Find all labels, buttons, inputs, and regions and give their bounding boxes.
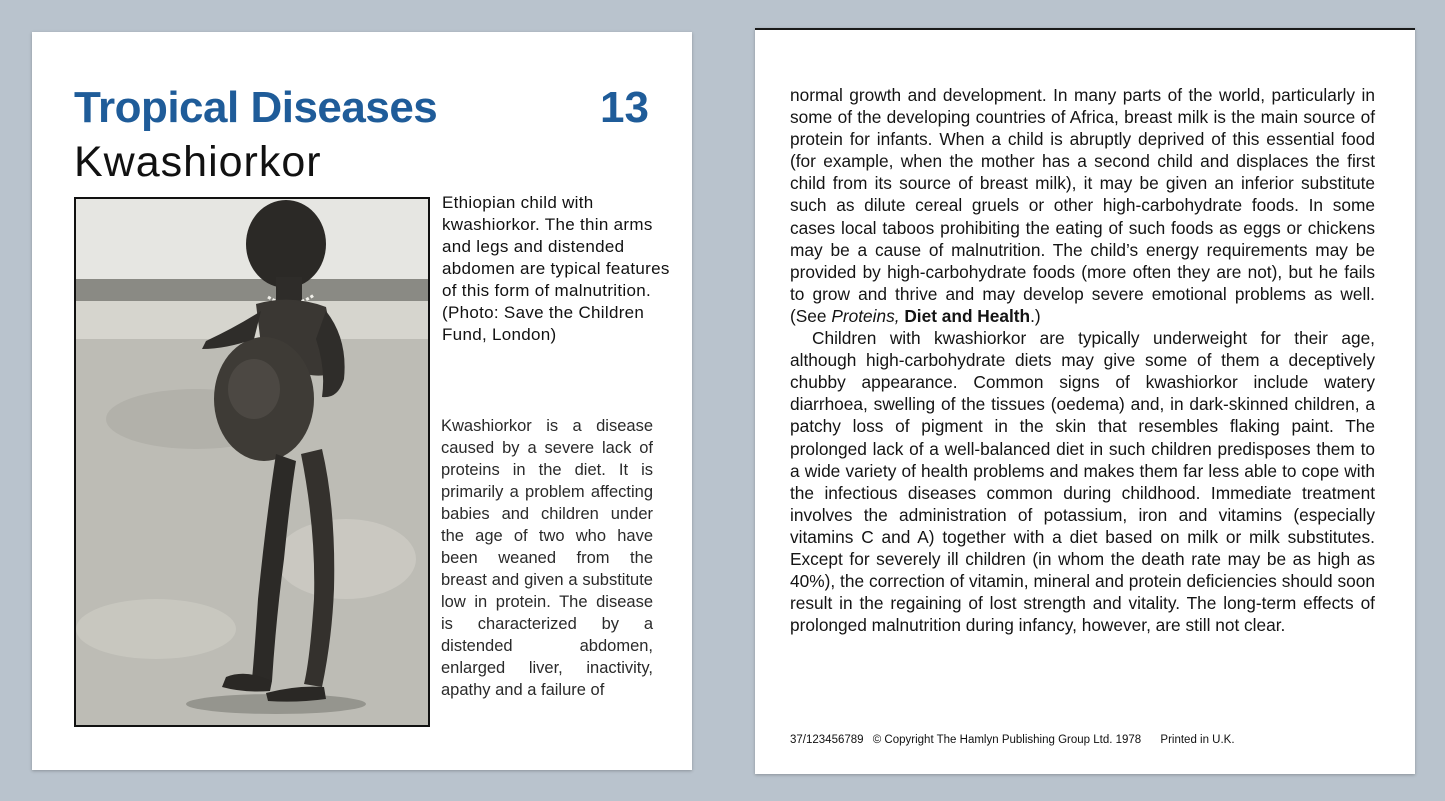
imprint-line [790,734,1241,746]
front-body-text [441,415,653,701]
paragraph-1-text: normal growth and development. In many parts of the world, particularly in some of the developing countries of Africa, breast milk is the main source of protein for infants. When a child is abruptly deprived of this essential food (for example, when the mother has a second child and displaces the first child from its source of breast milk), it may be given an inferior substitute such as dilute cereal gruels or other high-carbohydrate foods. In some cases local taboos prohibiting the eating of such foods as eggs or chickens may be a cause of malnutrition. The child’s energy requirements may be provided by high-carbohydrate foods (more often they are not), but he fails to grow and thrive and may develop severe emotional problems as well. (See [790,85,1375,326]
card-front [32,32,692,770]
photo-caption: Ethiopian child with kwashiorkor. The thin arms and legs and distended abdomen are typical features of this form of malnutrition. (Photo: Save the Children Fund, London) [442,193,670,344]
back-paragraph-2: Children with kwashiorkor are typically underweight for their age, although high-carbohydrate diets may give some of them a deceptively chubby appearance. Common signs of kwashiorkor include watery diarrhoea, swelling of the tissues (oedema) and, in dark-skinned children, a patchy loss of pigment in the skin that resembles flaking paint. The prolonged lack of a well-balanced diet in such children predisposes them to a wide variety of health problems and makes them far less able to cope with the infectious diseases common during childhood. Immediate treatment involves the administration of potassium, iron and vitamins (especially vitamins C and A) together with a diet based on milk or milk substitutes. Except for severely ill children (in whom the death rate may be as high as 40%), the correction of vitamin, mineral and protein deficiencies should soon result in the regaining of lost strength and vitality. The long-term effects of prolonged malnutrition during infancy, however, are still not clear. [790,328,1375,636]
card-number: 13 [600,83,649,132]
cross-reference-proteins: Proteins, [831,305,900,326]
paragraph-1-end: .) [1030,305,1041,326]
card-title: Kwashiorkor [74,138,322,186]
imprint-printed: Printed in U.K. [1160,734,1235,746]
cross-reference-diet-health: Diet and Health [904,305,1031,326]
front-paragraph: Kwashiorkor is a disease caused by a severe lack of proteins in the diet. It is primarily a problem affecting babies and children under the age of two who have been weaned from the breast and given a substitute low in protein. The disease is characterized by a distended abdomen, enlarged liver, inactivity, apathy and a failure of [441,417,653,699]
back-body-text [790,84,1375,636]
imprint-copyright: © Copyright The Hamlyn Publishing Group Ltd. 1978 [872,734,1142,746]
card-back [755,28,1415,774]
back-paragraph-1 [790,84,1375,327]
child-figure-illustration [76,199,428,725]
child-photo [74,197,430,727]
series-title: Tropical Diseases [74,83,438,132]
imprint-code: 37/123456789 [790,734,864,746]
